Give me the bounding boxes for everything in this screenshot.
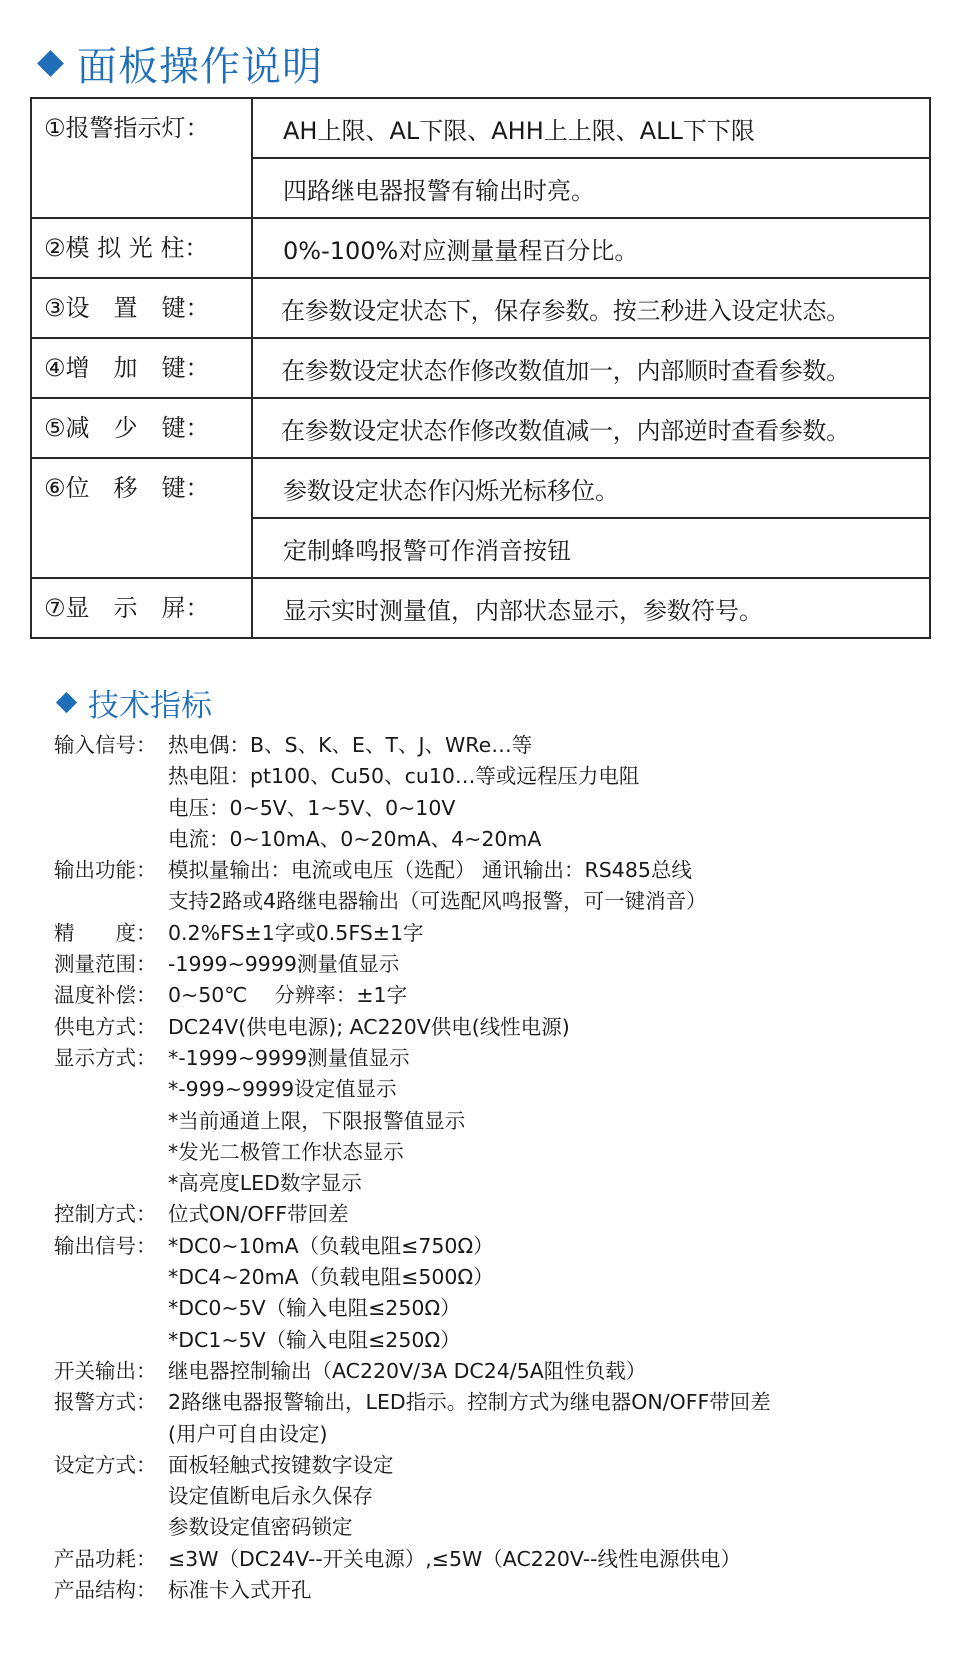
row-label: ⑥位 移 键： — [44, 474, 210, 502]
spec-key: 产品结构： — [54, 1578, 157, 1603]
table-row — [31, 458, 930, 518]
spec-line — [54, 949, 944, 980]
spec-value: 标准卡入式开孔 — [168, 1578, 312, 1603]
spec-line — [54, 1387, 944, 1418]
row-description: 定制蜂鸣报警可作消音按钮 — [252, 518, 930, 578]
spec-value: ≤3W（DC24V--开关电源）,≤5W（AC220V--线性电源供电） — [168, 1546, 742, 1571]
spec-value: 位式ON/OFF带回差 — [168, 1202, 349, 1227]
spec-value: *-999~9999设定值显示 — [168, 1077, 397, 1102]
spec-line — [54, 1137, 944, 1168]
panel-operation-table — [30, 97, 931, 639]
spec-line — [54, 1231, 944, 1262]
spec-line — [54, 855, 944, 886]
row-label-cell — [31, 278, 252, 338]
spec-value: *DC0~10mA（负载电阻≤750Ω） — [168, 1233, 494, 1258]
spec-value: *DC1~5V（输入电阻≤250Ω） — [168, 1327, 461, 1352]
row-description: AH上限、AL下限、AHH上上限、ALL下下限 — [252, 98, 930, 158]
panel-section-title — [38, 36, 323, 90]
row-label: ⑤减 少 键： — [44, 414, 210, 442]
row-label: ⑦显 示 屏： — [44, 594, 210, 622]
table-row — [31, 398, 930, 458]
tech-section-title — [56, 680, 212, 724]
spec-line — [54, 1419, 944, 1450]
tech-spec-list — [54, 730, 944, 1606]
row-description: 四路继电器报警有输出时亮。 — [252, 158, 930, 218]
row-label-cell — [31, 458, 252, 578]
spec-value: *高亮度LED数字显示 — [168, 1171, 362, 1196]
spec-value: 热电阻：pt100、Cu50、cu10…等或远程压力电阻 — [168, 764, 640, 789]
row-label-cell — [31, 578, 252, 638]
spec-line — [54, 1074, 944, 1105]
spec-value: 面板轻触式按键数字设定 — [168, 1452, 394, 1477]
spec-key: 输入信号： — [54, 733, 157, 757]
spec-value: 热电偶：B、S、K、E、T、J、WRe…等 — [168, 733, 533, 757]
spec-value: 电压：0~5V、1~5V、0~10V — [168, 795, 456, 820]
spec-value: *当前通道上限，下限报警值显示 — [168, 1108, 466, 1133]
spec-line — [54, 824, 944, 855]
table-row — [31, 218, 930, 278]
spec-value: 0~50℃ 分辨率：±1字 — [168, 983, 408, 1008]
spec-line — [54, 1012, 944, 1043]
spec-value: 2路继电器报警输出，LED指示。控制方式为继电器ON/OFF带回差 — [168, 1390, 771, 1415]
spec-key: 控制方式： — [54, 1202, 157, 1227]
table-row — [31, 278, 930, 338]
row-description: 在参数设定状态作修改数值减一，内部逆时查看参数。 — [252, 398, 930, 458]
spec-key: 供电方式： — [54, 1014, 157, 1039]
spec-line — [54, 1575, 944, 1606]
spec-value: 0.2%FS±1字或0.5FS±1字 — [168, 920, 424, 945]
row-label: ④增 加 键： — [44, 354, 210, 382]
spec-value: (用户可自由设定) — [168, 1421, 328, 1446]
spec-line — [54, 1262, 944, 1293]
spec-key: 输出信号： — [54, 1233, 157, 1258]
spec-line — [54, 1450, 944, 1481]
spec-value: *DC4~20mA（负载电阻≤500Ω） — [168, 1265, 494, 1290]
spec-line — [54, 1481, 944, 1512]
spec-line — [54, 1293, 944, 1324]
row-description: 在参数设定状态下，保存参数。按三秒进入设定状态。 — [252, 278, 930, 338]
spec-value: 参数设定值密码锁定 — [168, 1515, 353, 1540]
row-description: 0%-100%对应测量量程百分比。 — [252, 218, 930, 278]
spec-value: 继电器控制输出（AC220V/3A DC24/5A阻性负载） — [168, 1358, 647, 1383]
spec-line — [54, 1043, 944, 1074]
spec-line — [54, 1325, 944, 1356]
spec-line — [54, 793, 944, 824]
spec-line — [54, 1106, 944, 1137]
spec-value: *DC0~5V（输入电阻≤250Ω） — [168, 1296, 461, 1321]
spec-line — [54, 1199, 944, 1230]
tech-section-title-text: 技术指标 — [88, 687, 212, 724]
spec-value: 设定值断电后永久保存 — [168, 1484, 373, 1509]
spec-key: 设定方式： — [54, 1452, 157, 1477]
spec-value: 模拟量输出：电流或电压（选配） 通讯输出：RS485总线 — [168, 858, 692, 883]
table-row — [31, 338, 930, 398]
row-label-cell — [31, 398, 252, 458]
spec-line — [54, 918, 944, 949]
row-description: 显示实时测量值，内部状态显示，参数符号。 — [252, 578, 930, 638]
spec-value: 电流：0~10mA、0~20mA、4~20mA — [168, 826, 542, 851]
spec-key: 产品功耗： — [54, 1546, 157, 1571]
spec-key: 精 度： — [54, 920, 157, 945]
diamond-bullet-icon — [37, 50, 64, 77]
spec-line — [54, 761, 944, 792]
table-row — [31, 578, 930, 638]
spec-line — [54, 1356, 944, 1387]
spec-value: -1999~9999测量值显示 — [168, 952, 400, 977]
spec-value: DC24V(供电电源); AC220V供电(线性电源) — [168, 1014, 570, 1039]
spec-key: 显示方式： — [54, 1045, 157, 1070]
row-label-cell — [31, 218, 252, 278]
spec-key: 开关输出： — [54, 1358, 157, 1383]
row-description: 在参数设定状态作修改数值加一，内部顺时查看参数。 — [252, 338, 930, 398]
row-label-cell — [31, 338, 252, 398]
table-row — [31, 98, 930, 158]
row-label: ②模 拟 光 柱： — [44, 234, 209, 262]
spec-key: 输出功能： — [54, 858, 157, 883]
spec-line — [54, 886, 944, 917]
spec-line — [54, 1512, 944, 1543]
spec-value: 支持2路或4路继电器输出（可选配风鸣报警，可一键消音） — [168, 889, 707, 914]
row-label-cell — [31, 98, 252, 218]
row-description: 参数设定状态作闪烁光标移位。 — [252, 458, 930, 518]
spec-key: 温度补偿： — [54, 983, 157, 1008]
spec-line — [54, 1544, 944, 1575]
spec-value: *-1999~9999测量值显示 — [168, 1045, 410, 1070]
panel-section-title-text: 面板操作说明 — [77, 43, 323, 90]
spec-value: *发光二极管工作状态显示 — [168, 1139, 404, 1164]
spec-line — [54, 1168, 944, 1199]
row-label: ①报警指示灯： — [44, 114, 210, 142]
spec-line — [54, 730, 944, 761]
spec-key: 测量范围： — [54, 952, 157, 977]
spec-line — [54, 980, 944, 1011]
diamond-bullet-icon — [56, 691, 77, 712]
row-label: ③设 置 键： — [44, 294, 210, 322]
spec-key: 报警方式： — [54, 1390, 157, 1415]
